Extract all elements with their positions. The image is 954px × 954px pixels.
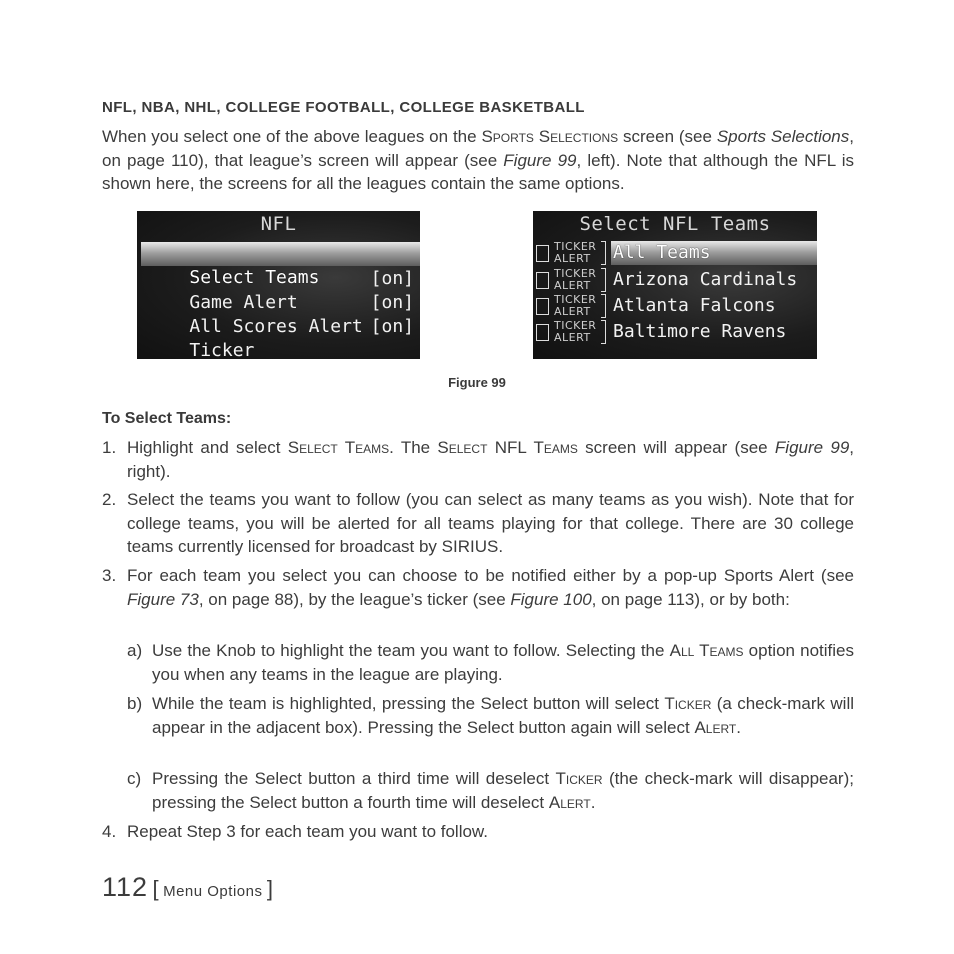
step-3a [127, 639, 854, 686]
option-bracket [601, 294, 606, 318]
ticker-alert-checkbox[interactable] [536, 245, 549, 262]
step-text: For each team you select you can choose to be notified either by a pop-up Sports Alert (see [127, 566, 854, 585]
option-bracket [601, 320, 606, 344]
team-row-atlanta[interactable] [613, 294, 817, 318]
ticker-alert-labels [554, 320, 604, 344]
step-number: b) [127, 694, 143, 713]
step-text: . [736, 717, 741, 737]
menu-row-all-scores-alert[interactable] [146, 291, 414, 337]
step-text: , on page 113), or by both: [591, 589, 790, 609]
step-text: , right). [127, 438, 855, 481]
steps-heading: To Select Teams: [102, 410, 232, 427]
ticker-alert-labels [554, 241, 604, 265]
select-nfl-teams-screen [533, 211, 817, 359]
screen-title: Select NFL Teams [579, 213, 771, 235]
step-text: (the check-mark will disappear); pressing the Select button a fourth time will deselect [152, 769, 854, 812]
alert-label: ALERT [554, 252, 591, 265]
team-row-all-teams[interactable] [611, 241, 817, 265]
step-italic: Figure 73 [127, 589, 199, 609]
menu-row-ticker[interactable] [146, 315, 414, 359]
step-smallcaps: Select [437, 438, 488, 457]
intro-paragraph [102, 125, 854, 196]
step-smallcaps: Teams [533, 438, 578, 457]
step-smallcaps: Select Teams [287, 438, 390, 457]
team-row-label: Arizona Cardinals [613, 269, 798, 290]
step-text: . The [389, 438, 438, 457]
intro-smallcaps: Sports Selections [481, 127, 619, 146]
ticker-alert-checkbox[interactable] [536, 324, 549, 341]
step-3 [102, 564, 854, 611]
ticker-label: TICKER [554, 240, 597, 253]
intro-italic: Figure 99 [503, 150, 577, 170]
step-smallcaps: Ticker [664, 694, 712, 713]
menu-row-label: All Scores Alert [189, 316, 363, 337]
step-smallcaps: All Teams [669, 641, 744, 660]
step-text: screen will appear (see [577, 438, 775, 457]
ticker-label: TICKER [554, 319, 597, 332]
team-row-label: All Teams [613, 242, 711, 263]
step-number: 4. [102, 822, 117, 841]
step-text: Highlight and select [127, 438, 288, 457]
step-number: 2. [102, 490, 117, 509]
step-text: Select the teams you want to follow (you can select as many teams as you wish). Note that for college teams, you will be alerted for all teams playing for that college. There are 30 college teams currently licensed for broadcast by SIRIUS. [127, 490, 854, 556]
ticker-label: TICKER [554, 293, 597, 306]
menu-row-value: [on] [370, 292, 414, 313]
option-bracket [601, 268, 606, 292]
step-smallcaps: Alert [548, 792, 591, 812]
page-footer [102, 872, 273, 903]
ticker-alert-checkbox[interactable] [536, 272, 549, 289]
figure-caption: Figure 99 [448, 375, 506, 390]
team-row-baltimore[interactable] [613, 320, 817, 344]
screen-title: NFL [260, 213, 297, 235]
intro-text: When you select one of the above leagues on the [102, 127, 482, 146]
alert-label: ALERT [554, 331, 591, 344]
team-row-label: Baltimore Ravens [613, 321, 787, 342]
menu-row-label: Game Alert [189, 292, 298, 313]
step-text: . [590, 792, 596, 812]
ticker-label: TICKER [554, 267, 597, 280]
intro-text: , on page 110), that league’s screen will appear (see [102, 127, 854, 170]
menu-row-game-alert[interactable] [146, 267, 414, 313]
ticker-alert-checkbox[interactable] [536, 298, 549, 315]
step-italic: Figure 100 [510, 589, 592, 609]
option-bracket [601, 241, 606, 265]
menu-row-label: Select Teams [189, 267, 320, 288]
menu-row-value: [on] [370, 268, 414, 289]
step-text: NFL [487, 438, 534, 457]
nfl-screen [137, 211, 420, 359]
step-text: Use the Knob to highlight the team you want to follow. Selecting the [152, 641, 670, 660]
step-italic: Figure 99 [774, 438, 850, 457]
menu-row-label: Ticker [189, 340, 255, 359]
close-bracket: ] [266, 876, 274, 901]
team-row-label: Atlanta Falcons [613, 295, 776, 316]
intro-text: , left). Note that although the NFL is shown here, the screens for all the leagues contain the same options. [102, 150, 855, 193]
open-bracket: [ [152, 876, 159, 901]
step-text: Repeat Step 3 for each team you want to follow. [127, 822, 488, 841]
step-text: (a check-mark will appear in the adjacent box). Pressing the Select button again will select [152, 694, 854, 737]
step-number: a) [127, 641, 143, 660]
alert-label: ALERT [554, 279, 591, 292]
step-4 [102, 820, 854, 844]
ticker-alert-labels [554, 294, 604, 318]
ticker-alert-labels [554, 268, 604, 292]
menu-row-value: [on] [370, 316, 414, 337]
step-text: While the team is highlighted, pressing the Select button will select [152, 694, 665, 713]
step-text: Pressing the Select button a third time will deselect [152, 769, 556, 788]
section-name: Menu Options [163, 883, 263, 900]
step-text: , on page 88), by the league’s ticker (see [198, 589, 511, 609]
step-number: 3. [102, 566, 117, 585]
step-text: option notifies you when any teams in the league are playing. [152, 641, 854, 684]
step-number: 1. [102, 438, 117, 457]
step-3c [127, 767, 854, 814]
step-number: c) [127, 769, 142, 788]
step-1 [102, 436, 854, 483]
section-heading: NFL, NBA, NHL, COLLEGE FOOTBALL, COLLEGE BASKETBALL [102, 99, 585, 116]
intro-text: screen (see [618, 127, 717, 146]
team-row-arizona[interactable] [613, 268, 817, 292]
step-smallcaps: Ticker [555, 769, 603, 788]
step-smallcaps: Alert [694, 717, 737, 737]
step-2 [102, 488, 854, 559]
step-3b [127, 692, 854, 739]
alert-label: ALERT [554, 305, 591, 318]
intro-italic: Sports Selections [716, 127, 850, 146]
page-number: 112 [102, 872, 149, 902]
